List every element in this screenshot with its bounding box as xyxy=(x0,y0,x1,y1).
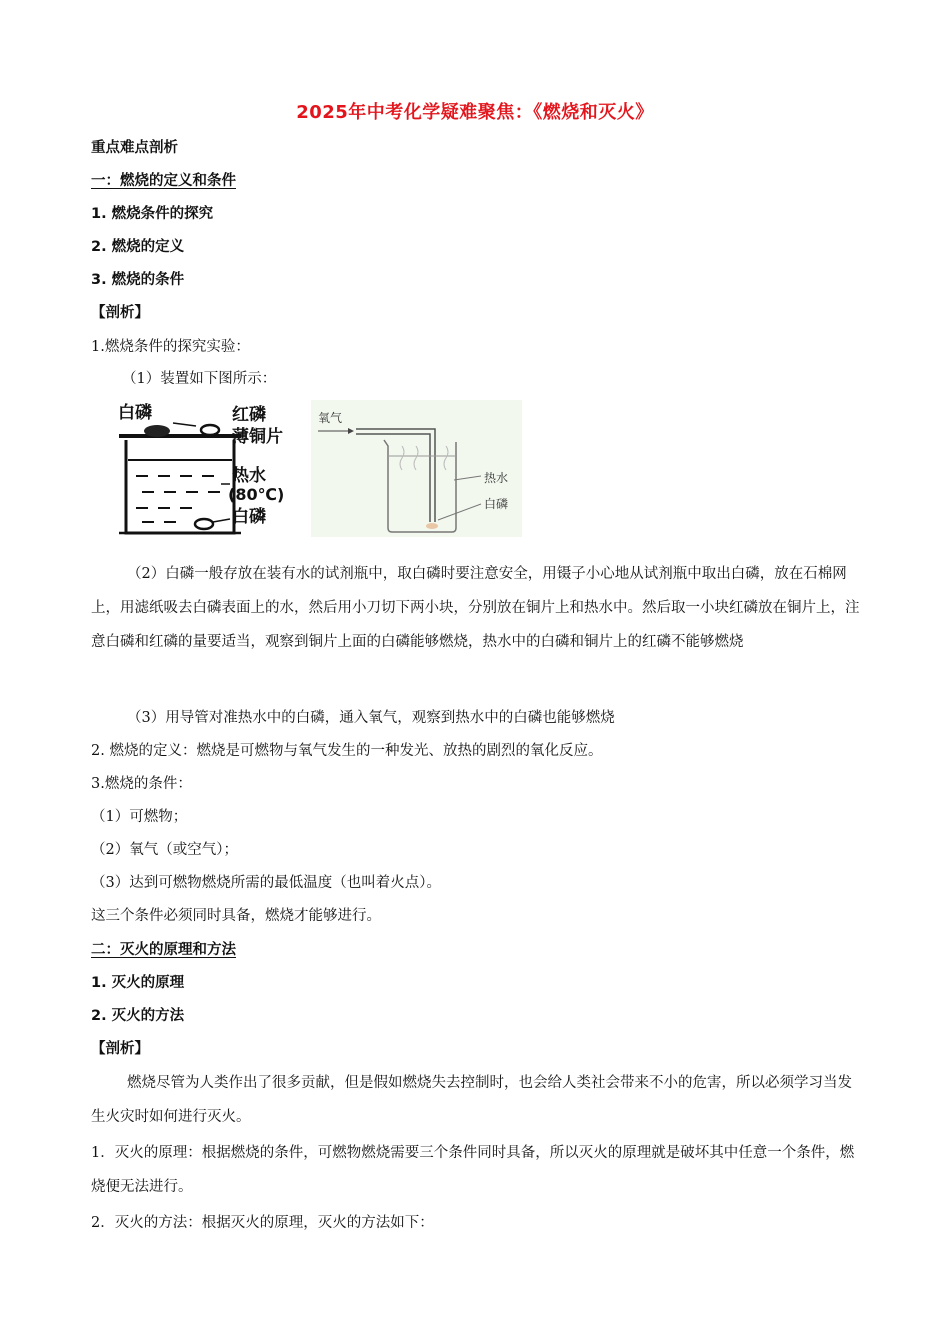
section1-heading: 一：燃烧的定义和条件 xyxy=(91,173,236,189)
condition-1: （1）可燃物； xyxy=(91,809,188,825)
label-oxygen: 氧气 xyxy=(318,411,343,425)
section1-item-3: 3. 燃烧的条件 xyxy=(91,272,185,288)
label-hot-water: 热水 xyxy=(232,466,266,486)
label-hot-water-right: 热水 xyxy=(484,471,509,485)
condition-2: （2）氧气（或空气）； xyxy=(91,842,238,858)
condition-3: （3）达到可燃物燃烧所需的最低温度（也叫着火点）。 xyxy=(91,875,441,891)
section2-intro: 燃烧尽管为人类作出了很多贡献，但是假如燃烧失去控制时，也会给人类社会带来不小的危害，所以必须学习当发生火灾时如何进行灭火。 xyxy=(91,1075,852,1125)
section2-heading: 二：灭火的原理和方法 xyxy=(91,942,236,958)
exp-paragraph-3: （3）用导管对准热水中的白磷，通入氧气，观察到热水中的白磷也能够燃烧 xyxy=(127,710,615,726)
white-phosphorus-top xyxy=(144,425,170,437)
white-phosphorus-right xyxy=(426,523,438,529)
section-heading-main: 重点难点剖析 xyxy=(91,140,178,156)
exp-line-1: 1.燃烧条件的探究实验： xyxy=(91,339,250,355)
exp-line-2: （1）装置如下图所示： xyxy=(122,371,277,387)
exp-paragraph-2: （2）白磷一般存放在装有水的试剂瓶中，取白磷时要注意安全，用镊子小心地从试剂瓶中取出白磷，放在石棉网上，用滤纸吸去白磷表面上的水，然后用小刀切下两小块，分别放在铜片上和热水中。然后取一小块红磷放在铜片上，注意白磷和红磷的量要适当，观察到铜片上面的白磷能够燃烧，热水中的白磷和铜片上的红磷不能够燃烧 xyxy=(91,566,860,650)
section1-analysis-label: 【剖析】 xyxy=(91,305,149,321)
label-red-p: 红磷 xyxy=(232,405,266,425)
section2-item-1: 1. 灭火的原理 xyxy=(91,975,185,991)
conditions-heading: 3.燃烧的条件： xyxy=(91,776,192,792)
right-panel-bg xyxy=(311,400,522,537)
section2-item-2: 2. 灭火的方法 xyxy=(91,1008,185,1024)
label-copper: 薄铜片 xyxy=(232,427,283,447)
section2-principle: 1．灭火的原理：根据燃烧的条件，可燃物燃烧需要三个条件同时具备，所以灭火的原理就是破坏其中任意一个条件，燃烧便无法进行。 xyxy=(91,1145,855,1195)
combustion-apparatus-figure xyxy=(116,400,522,537)
label-white-p-right: 白磷 xyxy=(484,497,509,511)
section2-method: 2．灭火的方法：根据灭火的原理，灭火的方法如下： xyxy=(91,1215,434,1231)
conditions-summary: 这三个条件必须同时具备，燃烧才能够进行。 xyxy=(91,908,381,924)
section1-item-1: 1. 燃烧条件的探究 xyxy=(91,206,214,222)
section1-item-2: 2. 燃烧的定义 xyxy=(91,239,185,255)
label-white-p-top: 白磷 xyxy=(118,403,152,423)
label-white-p-bottom: 白磷 xyxy=(232,507,266,527)
document-title: 2025年中考化学疑难聚焦：《燃烧和灭火》 xyxy=(296,102,654,123)
definition-line: 2. 燃烧的定义：燃烧是可燃物与氧气发生的一种发光、放热的剧烈的氧化反应。 xyxy=(91,743,603,759)
label-temperature: (80℃) xyxy=(228,485,285,504)
section2-analysis-label: 【剖析】 xyxy=(91,1041,149,1057)
